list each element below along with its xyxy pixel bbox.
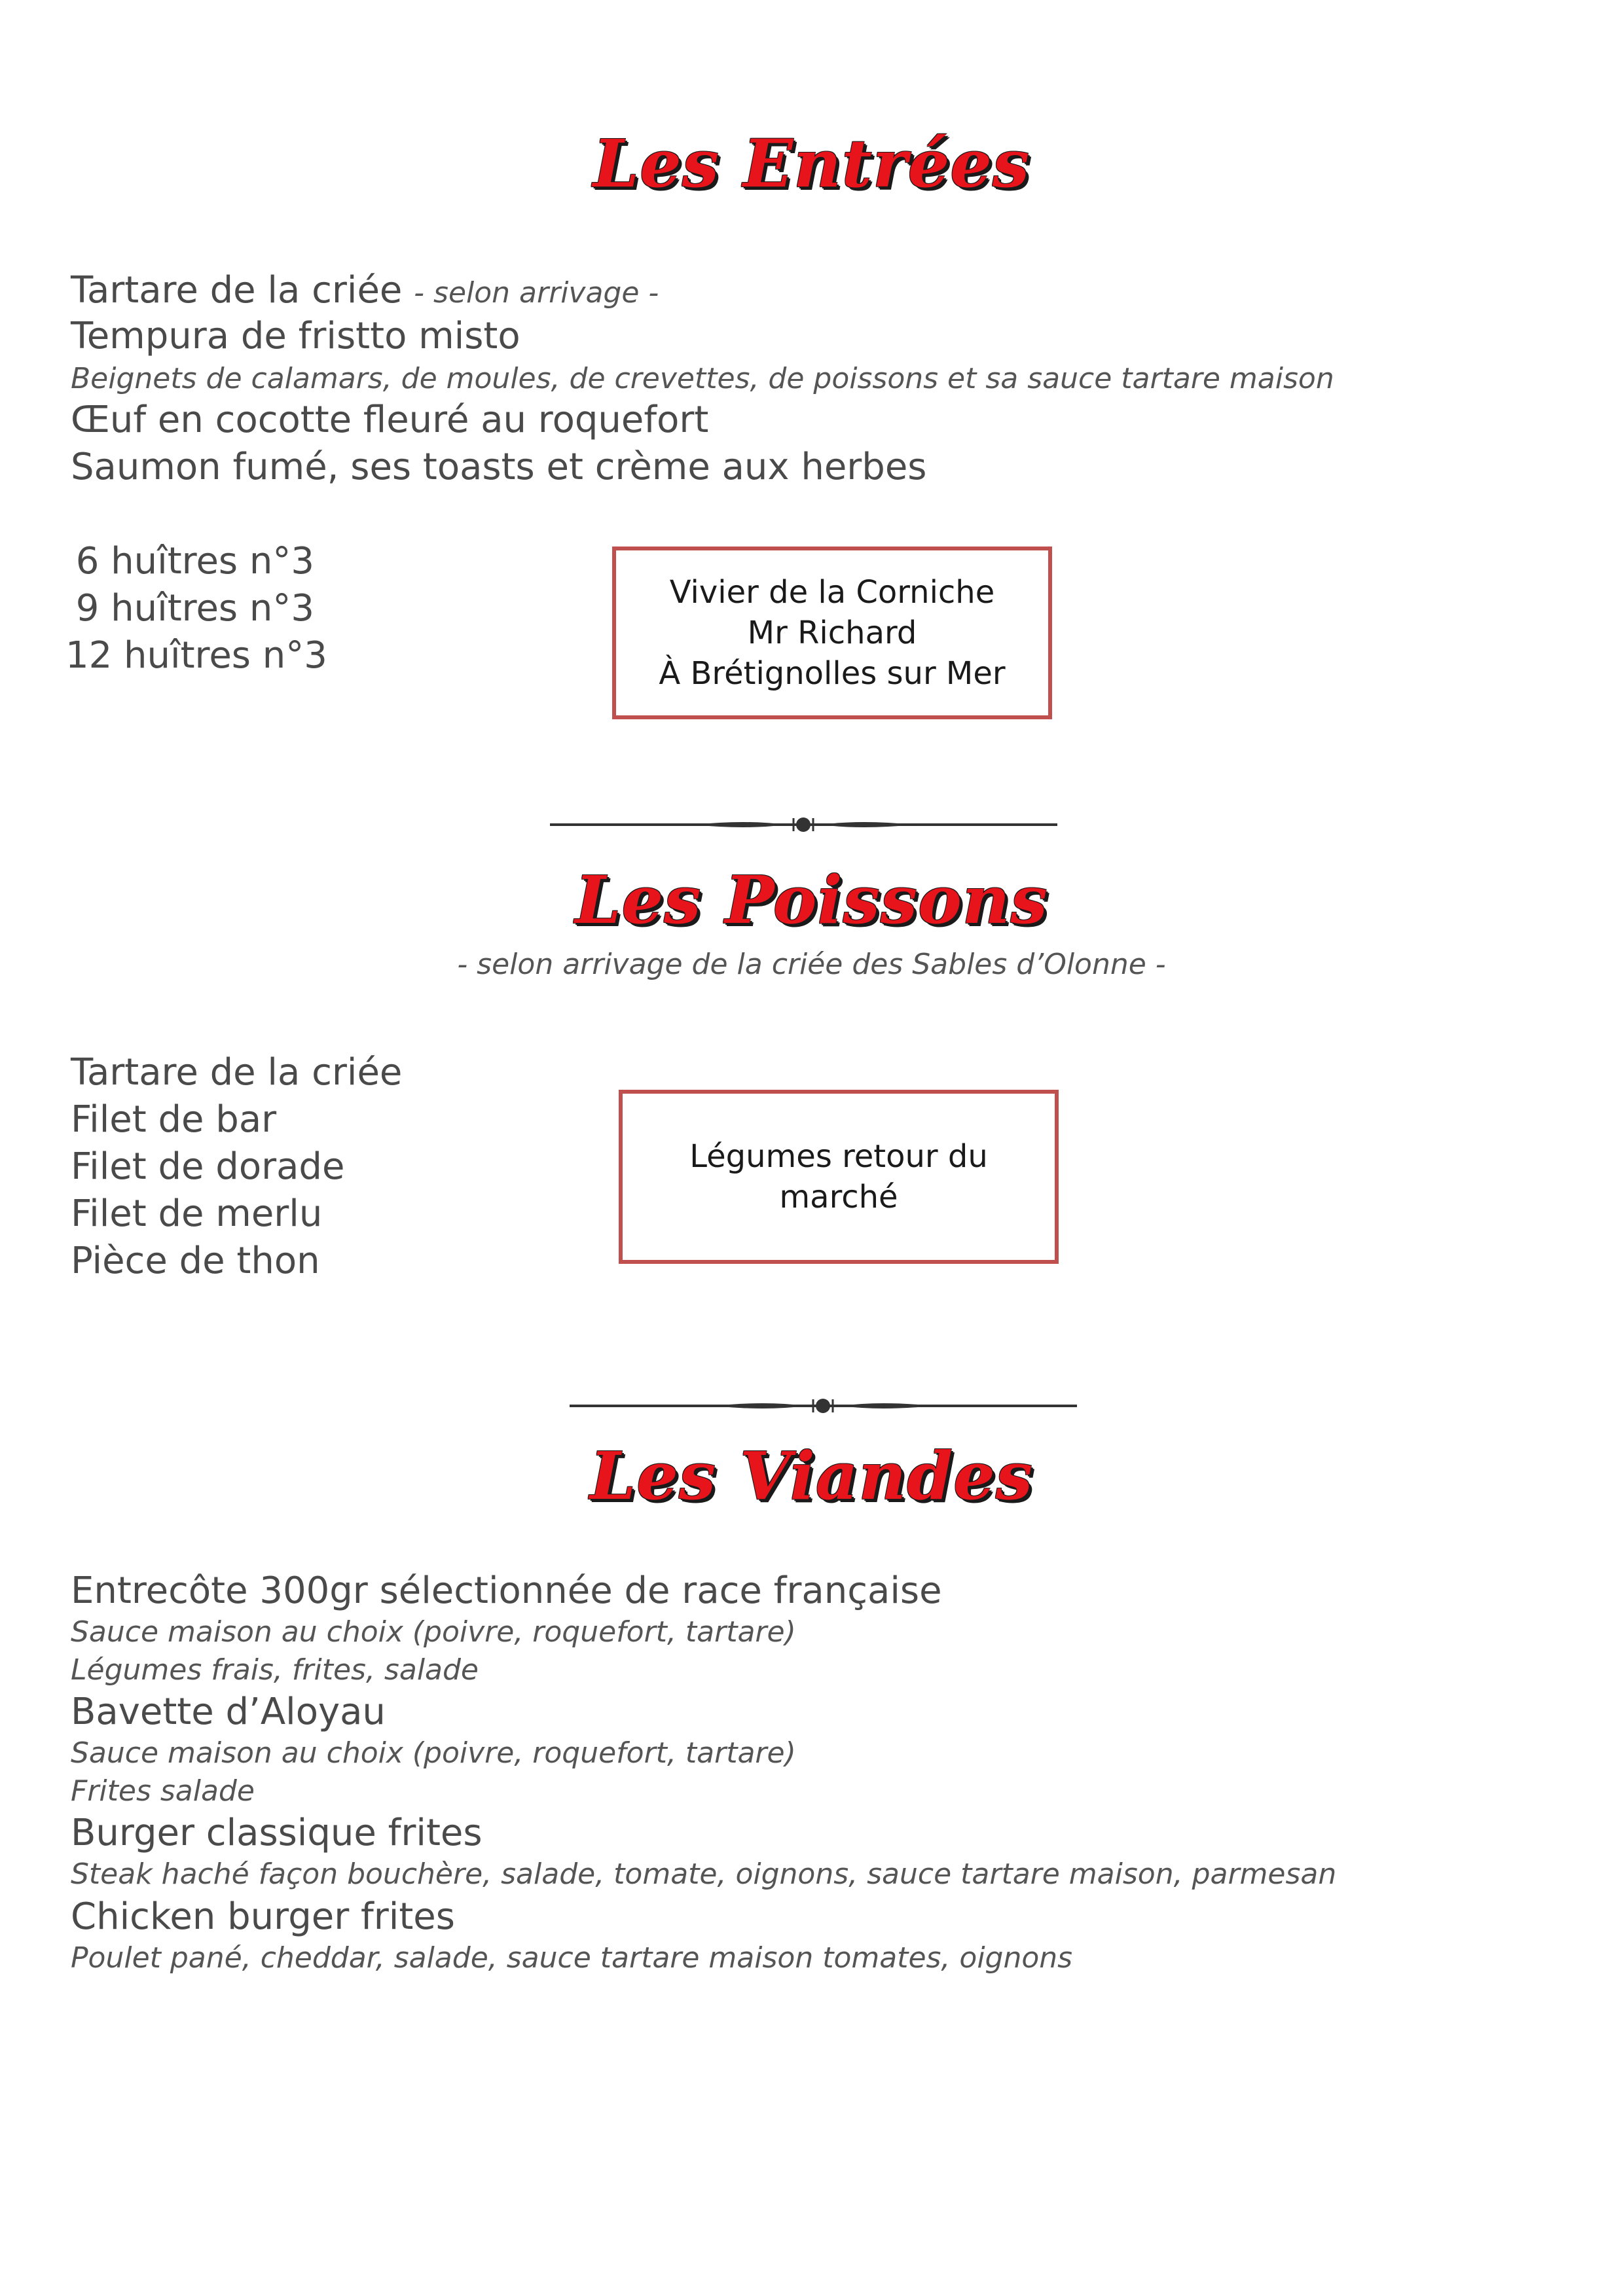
- vegetables-line: marché: [779, 1179, 898, 1215]
- supplier-line: À Brétignolles sur Mer: [659, 655, 1006, 692]
- item-description: Frites salade: [71, 1774, 255, 1808]
- menu-item: Saumon fumé, ses toasts et crème aux herbes: [71, 446, 927, 488]
- item-description: Beignets de calamars, de moules, de crevettes, de poissons et sa sauce tartare maison: [71, 362, 1334, 395]
- oyster-item: 12 huîtres n°3: [65, 634, 327, 677]
- menu-item: Œuf en cocotte fleuré au roquefort: [71, 399, 709, 441]
- supplier-line: Vivier de la Corniche: [669, 574, 995, 611]
- entrees-title: Les Entrées: [593, 125, 1030, 202]
- item-description: Steak haché façon bouchère, salade, tomate, oignons, sauce tartare maison, parmesan: [71, 1857, 1337, 1891]
- menu-item: Bavette d’Aloyau: [71, 1691, 386, 1733]
- viandes-title: Les Viandes: [589, 1437, 1034, 1515]
- item-description: Poulet pané, cheddar, salade, sauce tartare maison tomates, oignons: [71, 1941, 1073, 1975]
- ornament-divider: [550, 812, 1057, 838]
- oyster-item: 9 huîtres n°3: [75, 587, 314, 630]
- vegetables-box: [619, 1090, 1059, 1264]
- supplier-box: [612, 547, 1052, 719]
- item-description: Légumes frais, frites, salade: [71, 1653, 479, 1687]
- menu-item: Tartare de la criée: [71, 1051, 403, 1094]
- item-name: Tartare de la criée: [71, 269, 403, 312]
- menu-item: Filet de merlu: [71, 1193, 323, 1235]
- supplier-line: Mr Richard: [747, 615, 917, 651]
- poissons-subtitle: - selon arrivage de la criée des Sables d’Olonne -: [457, 948, 1166, 981]
- menu-item: [71, 267, 659, 317]
- menu-item: Filet de dorade: [71, 1145, 345, 1188]
- item-note: - selon arrivage -: [414, 276, 659, 310]
- menu-item: Chicken burger frites: [71, 1895, 455, 1938]
- menu-item: Pièce de thon: [71, 1240, 320, 1282]
- menu-item: Burger classique frites: [71, 1812, 483, 1854]
- vegetables-line: Légumes retour du: [689, 1138, 988, 1175]
- poissons-title: Les Poissons: [575, 861, 1048, 939]
- item-description: Sauce maison au choix (poivre, roquefort, tartare): [71, 1615, 796, 1649]
- menu-item: Tempura de fristto misto: [71, 315, 520, 357]
- menu-item: Filet de bar: [71, 1098, 277, 1141]
- item-description: Sauce maison au choix (poivre, roquefort, tartare): [71, 1736, 796, 1770]
- oyster-item: 6 huîtres n°3: [75, 540, 314, 583]
- menu-item: Entrecôte 300gr sélectionnée de race française: [71, 1570, 942, 1612]
- ornament-divider: [570, 1393, 1077, 1419]
